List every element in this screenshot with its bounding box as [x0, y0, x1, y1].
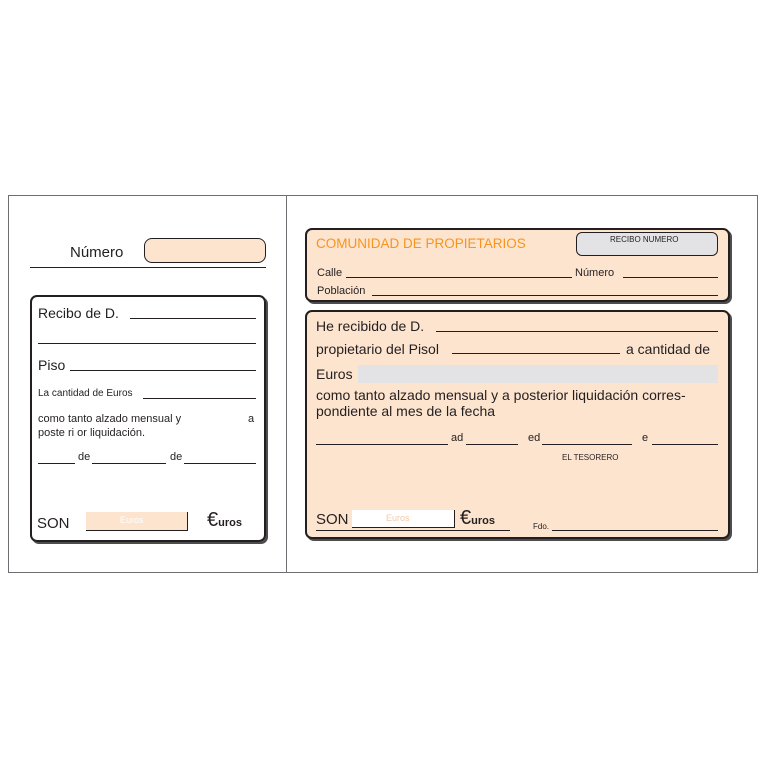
cantidad-label: a cantidad de [626, 341, 711, 357]
he-recibido-line[interactable] [436, 331, 718, 332]
fdo-line[interactable] [552, 530, 718, 531]
recibo-numero-label: RECIBO NUMERO [610, 235, 679, 244]
stub-cantidad-label: La cantidad de Euros [38, 388, 133, 399]
receipt-son-label: SON [316, 511, 349, 528]
date-ad: ad [451, 432, 464, 444]
euro-icon: € [460, 507, 472, 529]
date-year-line[interactable] [652, 444, 718, 445]
stub-recibo-line-2[interactable] [38, 343, 256, 344]
propietario-label: propietario del Pisol [316, 341, 439, 357]
recibo-numero-field[interactable] [576, 232, 718, 256]
fdo-label: Fdo. [533, 522, 550, 531]
poblacion-label: Población [317, 285, 366, 297]
son-underline [316, 530, 510, 531]
date-e: e [642, 432, 649, 444]
euro-icon: € [207, 509, 219, 531]
stub-recibo-line[interactable] [130, 318, 256, 319]
tesorero-label: EL TESORERO [562, 453, 619, 462]
date-ed: ed [528, 432, 541, 444]
receipt-son-field[interactable] [352, 510, 455, 528]
poblacion-line[interactable] [372, 295, 718, 296]
numero-line[interactable] [623, 277, 718, 278]
stub-divider [30, 267, 266, 268]
stub-date-day-line[interactable] [38, 463, 75, 464]
concepto-line1: como tanto alzado mensual y a posterior liquidación corres- [316, 387, 686, 403]
stub-piso-line[interactable] [70, 370, 256, 371]
stub-euros-label [207, 510, 242, 530]
he-recibido-label: He recibido de D. [316, 318, 425, 334]
stub-numero-label: Número [70, 244, 124, 261]
stub-concepto-line2: poste ri or liquidación. [38, 427, 146, 439]
stub-numero-field[interactable] [144, 238, 266, 263]
receipt-euros-text: uros [471, 515, 495, 527]
concepto-line2: pondiente al mes de la fecha [316, 403, 496, 419]
stub-amount-field[interactable] [86, 512, 188, 531]
calle-label: Calle [317, 267, 343, 279]
stub-recibo-label: Recibo de D. [38, 305, 119, 321]
perforation-line [286, 196, 287, 572]
stub-de-1: de [78, 451, 91, 463]
stub-date-year-line[interactable] [184, 463, 256, 464]
piso-line[interactable] [452, 353, 620, 354]
receipt-title: COMUNIDAD DE PROPIETARIOS [316, 236, 526, 251]
calle-line[interactable] [346, 277, 572, 278]
stub-piso-label: Piso [38, 357, 66, 373]
euros-label: Euros [316, 366, 353, 382]
numero-label: Número [575, 267, 615, 279]
date-month-line[interactable] [542, 444, 632, 445]
receipt-euros-label [460, 508, 495, 528]
date-place-line[interactable] [316, 444, 448, 445]
euros-amount-field[interactable] [358, 365, 718, 383]
receipt-son-placeholder: Euros [386, 513, 410, 523]
stub-euros-text: uros [218, 517, 242, 529]
stub-concepto-a: a [248, 413, 255, 425]
stub-concepto-line1: como tanto alzado mensual y [38, 413, 182, 425]
stub-son-label: SON [37, 515, 70, 532]
stub-date-month-line[interactable] [92, 463, 166, 464]
stub-de-2: de [170, 451, 183, 463]
date-day-line[interactable] [466, 444, 518, 445]
stub-amount-placeholder: Euros [120, 515, 144, 525]
stub-cantidad-line[interactable] [143, 398, 256, 399]
